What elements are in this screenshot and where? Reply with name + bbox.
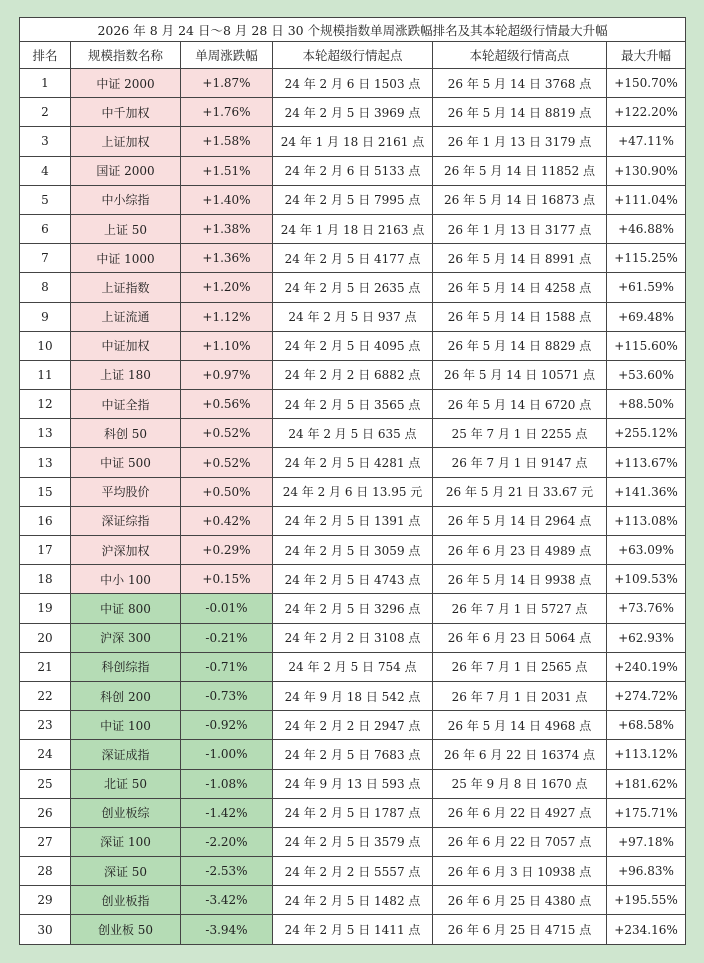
weekly-change-cell: +1.36% xyxy=(181,244,273,273)
rally-start-cell: 24 年 2 月 5 日 635 点 xyxy=(273,419,433,448)
rally-peak-cell: 26 年 5 月 14 日 16873 点 xyxy=(433,185,607,214)
rank-cell: 13 xyxy=(20,448,71,477)
rally-peak-cell: 26 年 5 月 14 日 1588 点 xyxy=(433,302,607,331)
table-row xyxy=(20,711,686,740)
table-row xyxy=(20,156,686,185)
table-row xyxy=(20,127,686,156)
index-name-cell: 中小 100 xyxy=(71,565,181,594)
rank-cell: 24 xyxy=(20,740,71,769)
index-name-cell: 沪深加权 xyxy=(71,536,181,565)
max-gain-cell: +69.48% xyxy=(607,302,686,331)
max-gain-cell: +109.53% xyxy=(607,565,686,594)
rally-peak-cell: 26 年 6 月 22 日 7057 点 xyxy=(433,827,607,856)
rally-start-cell: 24 年 2 月 6 日 1503 点 xyxy=(273,69,433,98)
rally-start-cell: 24 年 1 月 18 日 2161 点 xyxy=(273,127,433,156)
rank-cell: 28 xyxy=(20,857,71,886)
rank-cell: 2 xyxy=(20,98,71,127)
rally-start-cell: 24 年 9 月 13 日 593 点 xyxy=(273,769,433,798)
rank-cell: 18 xyxy=(20,565,71,594)
index-name-cell: 中证全指 xyxy=(71,390,181,419)
table-row xyxy=(20,419,686,448)
weekly-change-cell: +0.42% xyxy=(181,506,273,535)
rank-cell: 9 xyxy=(20,302,71,331)
table-row xyxy=(20,244,686,273)
rank-cell: 6 xyxy=(20,214,71,243)
table-row xyxy=(20,98,686,127)
weekly-change-cell: -0.01% xyxy=(181,594,273,623)
max-gain-cell: +141.36% xyxy=(607,477,686,506)
index-name-cell: 上证流通 xyxy=(71,302,181,331)
rank-cell: 15 xyxy=(20,477,71,506)
weekly-change-cell: -0.71% xyxy=(181,652,273,681)
max-gain-cell: +255.12% xyxy=(607,419,686,448)
rally-start-cell: 24 年 2 月 5 日 3296 点 xyxy=(273,594,433,623)
weekly-change-cell: -3.94% xyxy=(181,915,273,944)
rank-cell: 12 xyxy=(20,390,71,419)
rank-cell: 8 xyxy=(20,273,71,302)
table-row xyxy=(20,536,686,565)
max-gain-cell: +97.18% xyxy=(607,827,686,856)
rally-start-cell: 24 年 2 月 5 日 7683 点 xyxy=(273,740,433,769)
rally-peak-cell: 26 年 5 月 14 日 6720 点 xyxy=(433,390,607,419)
rally-start-cell: 24 年 2 月 5 日 1787 点 xyxy=(273,798,433,827)
rally-start-cell: 24 年 2 月 6 日 5133 点 xyxy=(273,156,433,185)
header-rally-peak: 本轮超级行情高点 xyxy=(433,42,607,69)
header-row xyxy=(20,42,686,69)
rally-peak-cell: 26 年 5 月 14 日 8991 点 xyxy=(433,244,607,273)
rally-start-cell: 24 年 2 月 5 日 3969 点 xyxy=(273,98,433,127)
table-row xyxy=(20,886,686,915)
weekly-change-cell: -1.00% xyxy=(181,740,273,769)
max-gain-cell: +88.50% xyxy=(607,390,686,419)
max-gain-cell: +113.12% xyxy=(607,740,686,769)
rally-start-cell: 24 年 2 月 5 日 1391 点 xyxy=(273,506,433,535)
weekly-change-cell: +1.51% xyxy=(181,156,273,185)
rally-peak-cell: 26 年 5 月 14 日 4968 点 xyxy=(433,711,607,740)
rally-start-cell: 24 年 9 月 18 日 542 点 xyxy=(273,681,433,710)
rally-peak-cell: 26 年 5 月 14 日 8819 点 xyxy=(433,98,607,127)
rank-cell: 10 xyxy=(20,331,71,360)
index-name-cell: 上证指数 xyxy=(71,273,181,302)
rally-start-cell: 24 年 2 月 2 日 2947 点 xyxy=(273,711,433,740)
rally-start-cell: 24 年 2 月 5 日 2635 点 xyxy=(273,273,433,302)
table-row xyxy=(20,506,686,535)
rank-cell: 21 xyxy=(20,652,71,681)
table-row xyxy=(20,214,686,243)
weekly-change-cell: -1.42% xyxy=(181,798,273,827)
rally-start-cell: 24 年 2 月 5 日 4177 点 xyxy=(273,244,433,273)
rally-start-cell: 24 年 2 月 5 日 3059 点 xyxy=(273,536,433,565)
index-name-cell: 中证 2000 xyxy=(71,69,181,98)
ranking-sheet xyxy=(19,17,685,945)
max-gain-cell: +115.25% xyxy=(607,244,686,273)
rally-peak-cell: 26 年 7 月 1 日 2031 点 xyxy=(433,681,607,710)
weekly-change-cell: +0.56% xyxy=(181,390,273,419)
index-name-cell: 中证 800 xyxy=(71,594,181,623)
index-name-cell: 国证 2000 xyxy=(71,156,181,185)
max-gain-cell: +175.71% xyxy=(607,798,686,827)
index-name-cell: 中证 100 xyxy=(71,711,181,740)
index-name-cell: 中证 1000 xyxy=(71,244,181,273)
rank-cell: 4 xyxy=(20,156,71,185)
rally-peak-cell: 26 年 6 月 22 日 4927 点 xyxy=(433,798,607,827)
max-gain-cell: +62.93% xyxy=(607,623,686,652)
index-name-cell: 上证 50 xyxy=(71,214,181,243)
rally-peak-cell: 26 年 6 月 25 日 4715 点 xyxy=(433,915,607,944)
table-row xyxy=(20,623,686,652)
rally-start-cell: 24 年 2 月 5 日 4281 点 xyxy=(273,448,433,477)
rally-peak-cell: 26 年 5 月 14 日 9938 点 xyxy=(433,565,607,594)
rally-start-cell: 24 年 2 月 2 日 6882 点 xyxy=(273,360,433,389)
table-row xyxy=(20,448,686,477)
rank-cell: 3 xyxy=(20,127,71,156)
index-name-cell: 中千加权 xyxy=(71,98,181,127)
rally-start-cell: 24 年 2 月 5 日 3565 点 xyxy=(273,390,433,419)
header-rally-start: 本轮超级行情起点 xyxy=(273,42,433,69)
title-row xyxy=(20,18,686,42)
table-row xyxy=(20,681,686,710)
weekly-change-cell: +1.20% xyxy=(181,273,273,302)
index-name-cell: 北证 50 xyxy=(71,769,181,798)
rank-cell: 19 xyxy=(20,594,71,623)
rank-cell: 5 xyxy=(20,185,71,214)
index-name-cell: 上证加权 xyxy=(71,127,181,156)
weekly-change-cell: +1.38% xyxy=(181,214,273,243)
max-gain-cell: +150.70% xyxy=(607,69,686,98)
weekly-change-cell: -1.08% xyxy=(181,769,273,798)
max-gain-cell: +111.04% xyxy=(607,185,686,214)
rally-start-cell: 24 年 2 月 5 日 4743 点 xyxy=(273,565,433,594)
rally-peak-cell: 25 年 9 月 8 日 1670 点 xyxy=(433,769,607,798)
weekly-change-cell: -0.21% xyxy=(181,623,273,652)
index-name-cell: 创业板综 xyxy=(71,798,181,827)
weekly-change-cell: +1.76% xyxy=(181,98,273,127)
max-gain-cell: +46.88% xyxy=(607,214,686,243)
rally-peak-cell: 26 年 6 月 22 日 16374 点 xyxy=(433,740,607,769)
max-gain-cell: +240.19% xyxy=(607,652,686,681)
weekly-change-cell: +1.87% xyxy=(181,69,273,98)
rally-peak-cell: 26 年 5 月 14 日 8829 点 xyxy=(433,331,607,360)
weekly-change-cell: +0.29% xyxy=(181,536,273,565)
rally-peak-cell: 26 年 6 月 23 日 5064 点 xyxy=(433,623,607,652)
max-gain-cell: +122.20% xyxy=(607,98,686,127)
max-gain-cell: +181.62% xyxy=(607,769,686,798)
rally-peak-cell: 26 年 5 月 21 日 33.67 元 xyxy=(433,477,607,506)
rally-start-cell: 24 年 1 月 18 日 2163 点 xyxy=(273,214,433,243)
weekly-change-cell: +0.52% xyxy=(181,448,273,477)
index-name-cell: 科创 200 xyxy=(71,681,181,710)
index-name-cell: 深证 50 xyxy=(71,857,181,886)
rank-cell: 1 xyxy=(20,69,71,98)
max-gain-cell: +96.83% xyxy=(607,857,686,886)
rally-peak-cell: 26 年 7 月 1 日 9147 点 xyxy=(433,448,607,477)
rally-peak-cell: 26 年 5 月 14 日 11852 点 xyxy=(433,156,607,185)
rally-peak-cell: 26 年 6 月 25 日 4380 点 xyxy=(433,886,607,915)
max-gain-cell: +195.55% xyxy=(607,886,686,915)
weekly-change-cell: +1.12% xyxy=(181,302,273,331)
rally-peak-cell: 26 年 1 月 13 日 3177 点 xyxy=(433,214,607,243)
rank-cell: 13 xyxy=(20,419,71,448)
weekly-change-cell: -2.53% xyxy=(181,857,273,886)
index-name-cell: 上证 180 xyxy=(71,360,181,389)
max-gain-cell: +53.60% xyxy=(607,360,686,389)
max-gain-cell: +234.16% xyxy=(607,915,686,944)
max-gain-cell: +68.58% xyxy=(607,711,686,740)
table-row xyxy=(20,360,686,389)
max-gain-cell: +63.09% xyxy=(607,536,686,565)
weekly-change-cell: +0.50% xyxy=(181,477,273,506)
rally-peak-cell: 26 年 5 月 14 日 4258 点 xyxy=(433,273,607,302)
table-row xyxy=(20,390,686,419)
rank-cell: 11 xyxy=(20,360,71,389)
table-row xyxy=(20,857,686,886)
header-max-gain: 最大升幅 xyxy=(607,42,686,69)
table-row xyxy=(20,565,686,594)
table-row xyxy=(20,798,686,827)
index-name-cell: 平均股价 xyxy=(71,477,181,506)
rally-peak-cell: 26 年 7 月 1 日 5727 点 xyxy=(433,594,607,623)
rank-cell: 17 xyxy=(20,536,71,565)
table-body xyxy=(20,69,686,945)
rank-cell: 27 xyxy=(20,827,71,856)
rally-peak-cell: 25 年 7 月 1 日 2255 点 xyxy=(433,419,607,448)
index-name-cell: 中证加权 xyxy=(71,331,181,360)
table-row xyxy=(20,594,686,623)
rank-cell: 30 xyxy=(20,915,71,944)
weekly-change-cell: +0.15% xyxy=(181,565,273,594)
max-gain-cell: +274.72% xyxy=(607,681,686,710)
max-gain-cell: +113.67% xyxy=(607,448,686,477)
rally-start-cell: 24 年 2 月 5 日 4095 点 xyxy=(273,331,433,360)
rally-start-cell: 24 年 2 月 5 日 1482 点 xyxy=(273,886,433,915)
table-row xyxy=(20,740,686,769)
max-gain-cell: +61.59% xyxy=(607,273,686,302)
rally-start-cell: 24 年 2 月 6 日 13.95 元 xyxy=(273,477,433,506)
weekly-change-cell: +1.58% xyxy=(181,127,273,156)
rank-cell: 23 xyxy=(20,711,71,740)
rally-start-cell: 24 年 2 月 5 日 7995 点 xyxy=(273,185,433,214)
header-rank: 排名 xyxy=(20,42,71,69)
weekly-change-cell: +1.40% xyxy=(181,185,273,214)
index-name-cell: 科创综指 xyxy=(71,652,181,681)
max-gain-cell: +73.76% xyxy=(607,594,686,623)
index-name-cell: 深证成指 xyxy=(71,740,181,769)
table-row xyxy=(20,331,686,360)
weekly-change-cell: -0.92% xyxy=(181,711,273,740)
index-name-cell: 创业板 50 xyxy=(71,915,181,944)
weekly-change-cell: -2.20% xyxy=(181,827,273,856)
rally-peak-cell: 26 年 6 月 3 日 10938 点 xyxy=(433,857,607,886)
index-name-cell: 沪深 300 xyxy=(71,623,181,652)
rally-start-cell: 24 年 2 月 2 日 3108 点 xyxy=(273,623,433,652)
rally-start-cell: 24 年 2 月 5 日 754 点 xyxy=(273,652,433,681)
rally-start-cell: 24 年 2 月 5 日 937 点 xyxy=(273,302,433,331)
header-weekly-change: 单周涨跌幅 xyxy=(181,42,273,69)
rank-cell: 20 xyxy=(20,623,71,652)
rank-cell: 22 xyxy=(20,681,71,710)
weekly-change-cell: -3.42% xyxy=(181,886,273,915)
table-row xyxy=(20,915,686,944)
rally-peak-cell: 26 年 6 月 23 日 4989 点 xyxy=(433,536,607,565)
weekly-change-cell: +0.52% xyxy=(181,419,273,448)
index-name-cell: 中小综指 xyxy=(71,185,181,214)
table-row xyxy=(20,652,686,681)
table-row xyxy=(20,302,686,331)
rank-cell: 16 xyxy=(20,506,71,535)
rally-peak-cell: 26 年 7 月 1 日 2565 点 xyxy=(433,652,607,681)
weekly-change-cell: -0.73% xyxy=(181,681,273,710)
weekly-change-cell: +1.10% xyxy=(181,331,273,360)
max-gain-cell: +115.60% xyxy=(607,331,686,360)
table-row xyxy=(20,273,686,302)
table-row xyxy=(20,69,686,98)
max-gain-cell: +113.08% xyxy=(607,506,686,535)
ranking-table xyxy=(19,17,686,945)
rank-cell: 26 xyxy=(20,798,71,827)
index-name-cell: 科创 50 xyxy=(71,419,181,448)
index-name-cell: 深证综指 xyxy=(71,506,181,535)
rally-peak-cell: 26 年 5 月 14 日 3768 点 xyxy=(433,69,607,98)
rank-cell: 29 xyxy=(20,886,71,915)
table-row xyxy=(20,477,686,506)
rally-start-cell: 24 年 2 月 5 日 1411 点 xyxy=(273,915,433,944)
max-gain-cell: +47.11% xyxy=(607,127,686,156)
rally-start-cell: 24 年 2 月 5 日 3579 点 xyxy=(273,827,433,856)
table-row xyxy=(20,185,686,214)
rally-peak-cell: 26 年 5 月 14 日 2964 点 xyxy=(433,506,607,535)
index-name-cell: 深证 100 xyxy=(71,827,181,856)
table-row xyxy=(20,769,686,798)
rank-cell: 25 xyxy=(20,769,71,798)
rally-start-cell: 24 年 2 月 2 日 5557 点 xyxy=(273,857,433,886)
index-name-cell: 创业板指 xyxy=(71,886,181,915)
rally-peak-cell: 26 年 1 月 13 日 3179 点 xyxy=(433,127,607,156)
table-row xyxy=(20,827,686,856)
header-index-name: 规模指数名称 xyxy=(71,42,181,69)
table-title: 2026 年 8 月 24 日～8 月 28 日 30 个规模指数单周涨跌幅排名及其本轮超级行情最大升幅 xyxy=(20,18,686,42)
rally-peak-cell: 26 年 5 月 14 日 10571 点 xyxy=(433,360,607,389)
max-gain-cell: +130.90% xyxy=(607,156,686,185)
weekly-change-cell: +0.97% xyxy=(181,360,273,389)
rank-cell: 7 xyxy=(20,244,71,273)
index-name-cell: 中证 500 xyxy=(71,448,181,477)
